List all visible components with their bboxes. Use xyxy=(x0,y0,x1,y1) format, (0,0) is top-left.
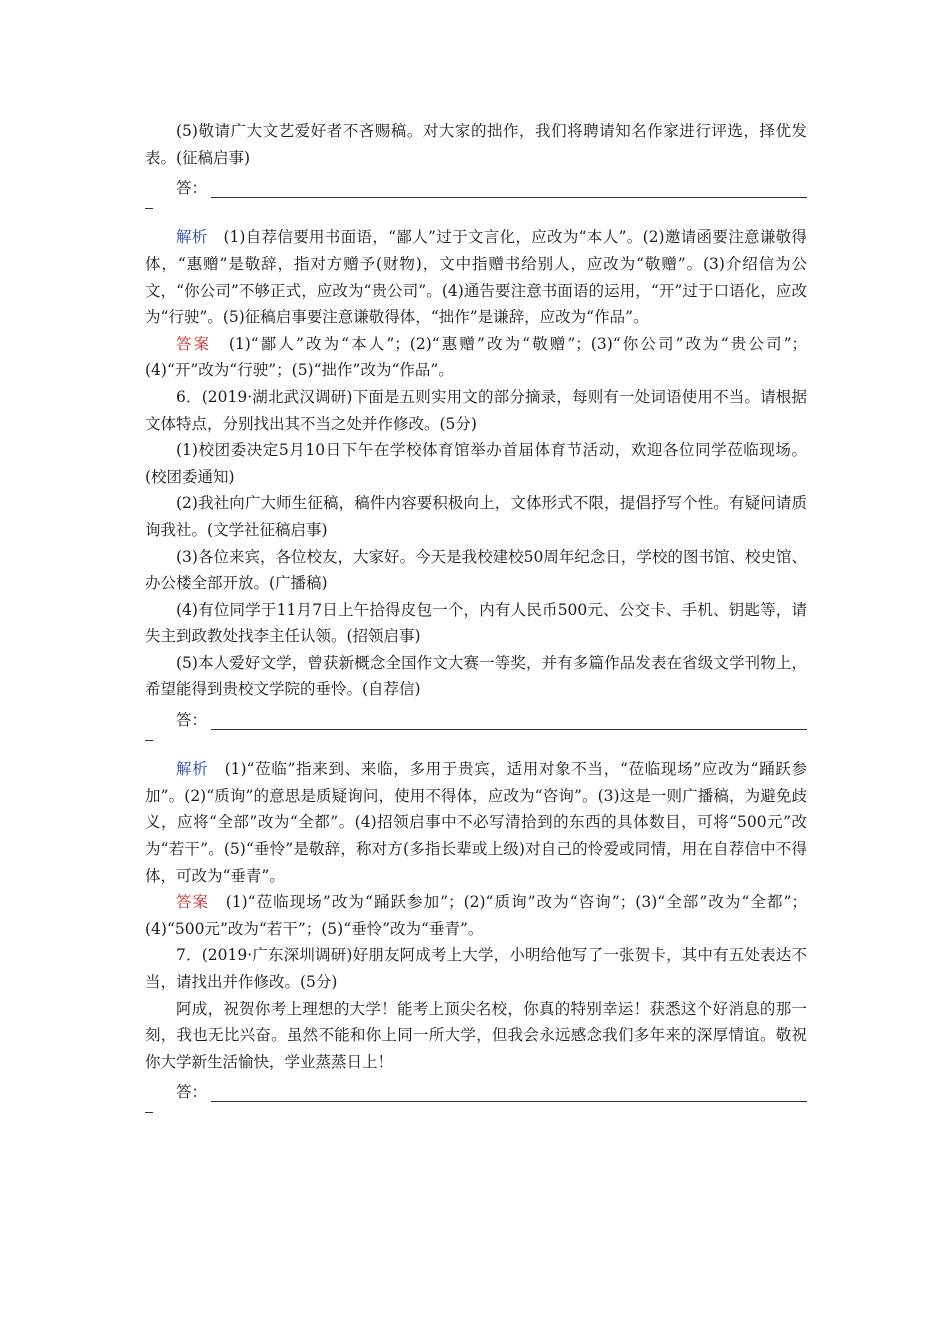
answer-blank[interactable] xyxy=(211,710,807,730)
analysis-text: (1)自荐信要用书面语，“鄙人”过于文言化，应改为“本人”。(2)邀请函要注意谦敬得体，“惠赠”是敬辞，指对方赠予(财物)，文中指赠书给别人，应改为“敬赠”。(3)介绍信为公文，“你公司”不够正式，应改为“贵公司”。(4)通告要注意书面语的运用，“开”过于口语化，应改为“行驶”。(5)征稿启事要注意谦敬得体，“拙作”是谦辞，应改为“作品”。 xyxy=(145,228,807,327)
analysis-label: 解析 xyxy=(176,228,208,247)
q6-item-4: (4)有位同学于11月7日上午拾得皮包一个，内有人民币500元、公交卡、手机、钥匙等，请失主到政教处找李主任认领。(招领启事) xyxy=(145,600,807,646)
q6-item-1: (1)校团委决定5月10日下午在学校体育馆举办首届体育节活动，欢迎各位同学莅临现场。(校团委通知) xyxy=(145,441,807,486)
answer-label: 答： xyxy=(176,1082,208,1101)
answer-label: 答： xyxy=(176,710,208,729)
line-stub xyxy=(145,198,807,225)
q6-answer xyxy=(145,889,807,942)
analysis-text: (1)“莅临”指来到、来临，多用于贵宾，适用对象不当，“莅临现场”应改为“踊跃参加”。(2)“质询”的意思是质疑询问，使用不得体，应改为“咨询”。(3)这是一则广播稿，为避免歧义，应将“全部”改为“全都”。(4)招领启事中不必写清拾到的东西的具体数目，可将“500元”改为“若干”。(5)“垂怜”是敬辞，称对方(多指长辈或上级)对自己的怜爱或同情，用在自荐信中不得体，可改为“垂青”。 xyxy=(145,760,807,885)
q5-item-5: (5)敬请广大文艺爱好者不吝赐稿。对大家的拙作，我们将聘请知名作家进行评选，择优发表。(征稿启事) xyxy=(145,122,807,167)
answer-key-label: 答案 xyxy=(176,334,212,353)
q7-stem: 7．(2019·广东深圳调研)好朋友阿成考上大学，小明给他写了一张贺卡，其中有五处表达不当，请找出并作修改。(5分) xyxy=(145,946,807,991)
analysis-label: 解析 xyxy=(176,760,209,779)
answer-key-text: (1)“莅临现场”改为“踊跃参加”；(2)“质询”改为“咨询”；(3)“全部”改为“全都”；(4)“500元”改为“若干”；(5)“垂怜”改为“垂青”。 xyxy=(145,893,807,938)
q6-item-3: (3)各位来宾，各位校友，大家好。今天是我校建校50周年纪念日，学校的图书馆、校史馆、办公楼全部开放。(广播稿) xyxy=(145,547,807,593)
line-stub xyxy=(145,730,807,757)
answer-line[interactable] xyxy=(145,171,807,198)
answer-key-text: (1)“鄙人”改为“本人”；(2)“惠赠”改为“敬赠”；(3)“你公司”改为“贵公司”；(4)“开”改为“行驶”；(5)“拙作”改为“作品”。 xyxy=(145,334,807,380)
line-stub xyxy=(145,1102,807,1129)
answer-label: 答： xyxy=(176,178,208,197)
document-body xyxy=(145,118,807,1129)
q7-card-text: 阿成，祝贺你考上理想的大学！能考上顶尖名校，你真的特别幸运！获悉这个好消息的那一刻，我也无比兴奋。虽然不能和你上同一所大学，但我会永远感念我们多年来的深厚情谊。敬祝你大学新生活愉快，学业蒸蒸日上！ xyxy=(145,999,807,1071)
q6-stem: 6．(2019·湖北武汉调研)下面是五则实用文的部分摘录，每则有一处词语使用不当。请根据文体特点，分别找出其不当之处并作修改。(5分) xyxy=(145,387,807,433)
q5-answer xyxy=(145,331,807,384)
answer-line[interactable] xyxy=(145,1075,807,1102)
answer-line[interactable] xyxy=(145,703,807,730)
answer-blank[interactable] xyxy=(211,178,807,198)
q5-analysis xyxy=(145,224,807,330)
q6-item-5: (5)本人爱好文学，曾获新概念全国作文大赛一等奖，并有多篇作品发表在省级文学刊物上，希望能得到贵校文学院的垂怜。(自荐信) xyxy=(145,653,807,699)
answer-key-label: 答案 xyxy=(176,893,210,912)
q6-analysis xyxy=(145,756,807,889)
q6-item-2: (2)我社向广大师生征稿，稿件内容要积极向上，文体形式不限，提倡抒写个性。有疑问请质询我社。(文学社征稿启事) xyxy=(145,494,807,539)
answer-blank[interactable] xyxy=(211,1082,807,1102)
